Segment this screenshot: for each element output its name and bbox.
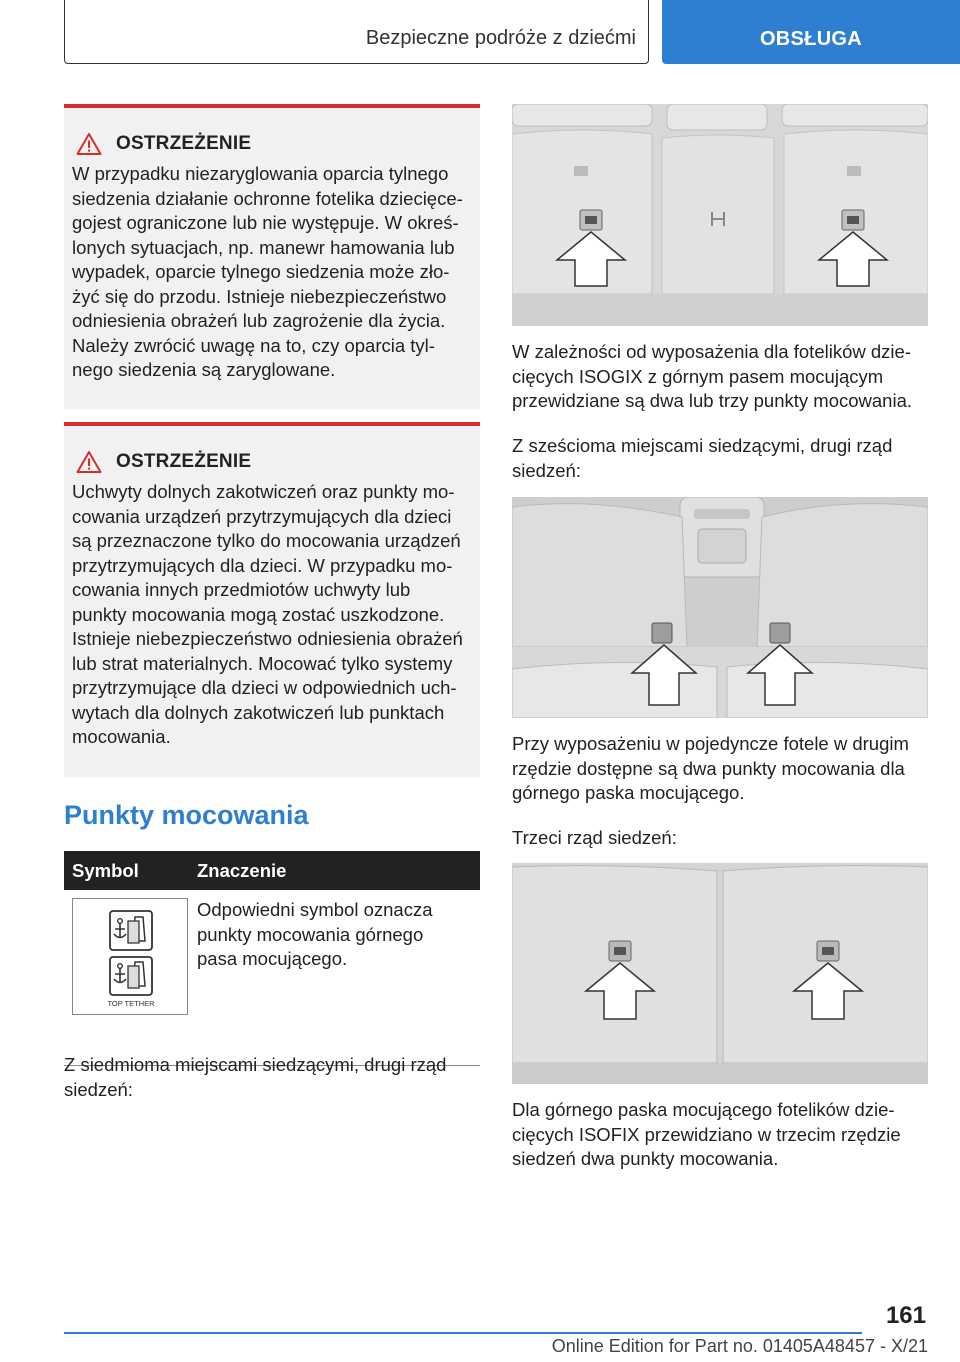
text-line: wytach dla dolnych zakotwiczeń lub punktach	[72, 701, 445, 723]
text-line: nego siedzenia są zaryglowane.	[72, 359, 336, 380]
warning-text	[72, 162, 472, 383]
section-heading: Punkty mocowania	[64, 800, 309, 830]
text-line: żyć się do przodu. Istnieje niebezpieczeństwo	[72, 285, 447, 307]
paragraph-single-seats	[512, 732, 928, 806]
warning-triangle-icon	[76, 132, 102, 156]
tether-symbol-image	[72, 898, 188, 1015]
text-line: Z sześcioma miejscami siedzącymi, drugi rząd	[512, 435, 893, 456]
warning-header	[72, 130, 472, 158]
header-tab[interactable]	[662, 0, 960, 64]
text-line: Uchwyty dolnych zakotwiczeń oraz punkty mo-	[72, 481, 455, 502]
text-line: cowania urządzeń przytrzymujących dla dzieci	[72, 505, 452, 527]
text-line: Odpowiedni symbol oznacza	[197, 899, 433, 920]
text-line: przytrzymujących dla dzieci. W przypadku mo-	[72, 554, 453, 576]
text-line: siedzeń dwa punkty mocowania.	[512, 1148, 779, 1169]
text-line: Trzeci rząd siedzeń:	[512, 827, 677, 848]
text-line: są przeznaczone tylko do mocowania urządzeń	[72, 530, 461, 551]
footer-divider	[64, 1332, 862, 1334]
top-tether-anchor-icon	[73, 899, 189, 1016]
text-line: cowania innych przedmiotów uchwyty lub	[72, 579, 411, 600]
text-line: W zależności od wyposażenia dla fotelików dzie-	[512, 341, 911, 362]
text-line: rzędzie dostępne są dwa punkty mocowania dla	[512, 757, 905, 779]
text-line: Istnieje niebezpieczeństwo odniesienia obrażeń	[72, 628, 463, 649]
warning-box-2	[64, 422, 480, 777]
text-line: górnego paska mocującego.	[512, 782, 745, 803]
paragraph-six-seats	[512, 434, 928, 483]
warning-header	[72, 448, 472, 476]
header-section-box	[64, 0, 649, 64]
table-row	[64, 890, 480, 1066]
text-line: siedzenia działanie ochronne fotelika dziecięce-	[72, 187, 463, 209]
text-line: pasa mocującego.	[197, 948, 348, 969]
text-line: punkty mocowania górnego	[197, 923, 424, 945]
text-line: Z siedmioma miejscami siedzącymi, drugi rząd	[64, 1054, 447, 1075]
header-tab-label: OBSŁUGA	[759, 28, 863, 50]
text-line: W przypadku niezaryglowania oparcia tylnego	[72, 163, 449, 184]
warning-box-1	[64, 104, 480, 409]
image-third-row-anchors	[512, 863, 928, 1084]
text-line: siedzeń:	[64, 1078, 133, 1100]
paragraph-isofix-points	[512, 340, 928, 414]
text-line: siedzeń:	[512, 459, 581, 481]
warning-title: OSTRZEŻENIE	[116, 133, 252, 154]
image-second-row-anchors	[512, 497, 928, 718]
text-line: gojest ograniczone lub nie występuje. W okreś-	[72, 212, 459, 233]
warning-triangle-icon	[76, 450, 102, 474]
text-line: odniesienia obrażeń lub zagrożenie dla życia.	[72, 310, 446, 331]
warning-text	[72, 480, 472, 750]
text-line: mocowania.	[72, 726, 171, 747]
table-header-meaning: Znaczenie	[197, 859, 287, 881]
text-line: Dla górnego paska mocującego fotelików dzie-	[512, 1099, 895, 1120]
text-line: przytrzymujące dla dzieci w odpowiednich uch-	[72, 677, 457, 698]
text-line: Należy zwrócić uwagę na to, czy oparcia tyl-	[72, 334, 435, 356]
symbol-table	[64, 851, 480, 1066]
text-line: lub strat materialnych. Mocować tylko systemy	[72, 652, 453, 674]
text-line: cięcych ISOFIX przewidziano w trzecim rzędzie	[512, 1123, 901, 1145]
page-number: 161	[885, 1302, 926, 1329]
table-header-symbol: Symbol	[72, 859, 139, 881]
warning-title: OSTRZEŻENIE	[116, 451, 252, 472]
paragraph-third-row-points	[512, 1098, 928, 1172]
table-cell-meaning	[197, 898, 433, 1065]
image-rear-seat-anchors	[512, 104, 928, 326]
text-line: cięcych ISOGIX z górnym pasem mocującym	[512, 365, 884, 387]
text-line: wypadek, oparcie tylnego siedzenia może zło-	[72, 261, 450, 282]
text-line: Przy wyposażeniu w pojedyncze fotele w drugim	[512, 733, 909, 754]
paragraph-seven-seats	[64, 1053, 480, 1102]
text-line: punkty mocowania mogą zostać uszkodzone.	[72, 603, 445, 625]
paragraph-third-row	[512, 826, 928, 851]
header-section-title: Bezpieczne podróże z dziećmi	[365, 27, 636, 49]
footer-edition: Online Edition for Part no. 01405A48457 - X/21	[551, 1336, 928, 1356]
text-line: przewidziane są dwa lub trzy punkty mocowania.	[512, 390, 912, 411]
table-header-row	[64, 851, 480, 890]
symbol-caption: TOP TETHER	[107, 999, 155, 1008]
table-cell-symbol	[64, 898, 197, 1065]
text-line: lonych sytuacjach, np. manewr hamowania lub	[72, 236, 455, 258]
